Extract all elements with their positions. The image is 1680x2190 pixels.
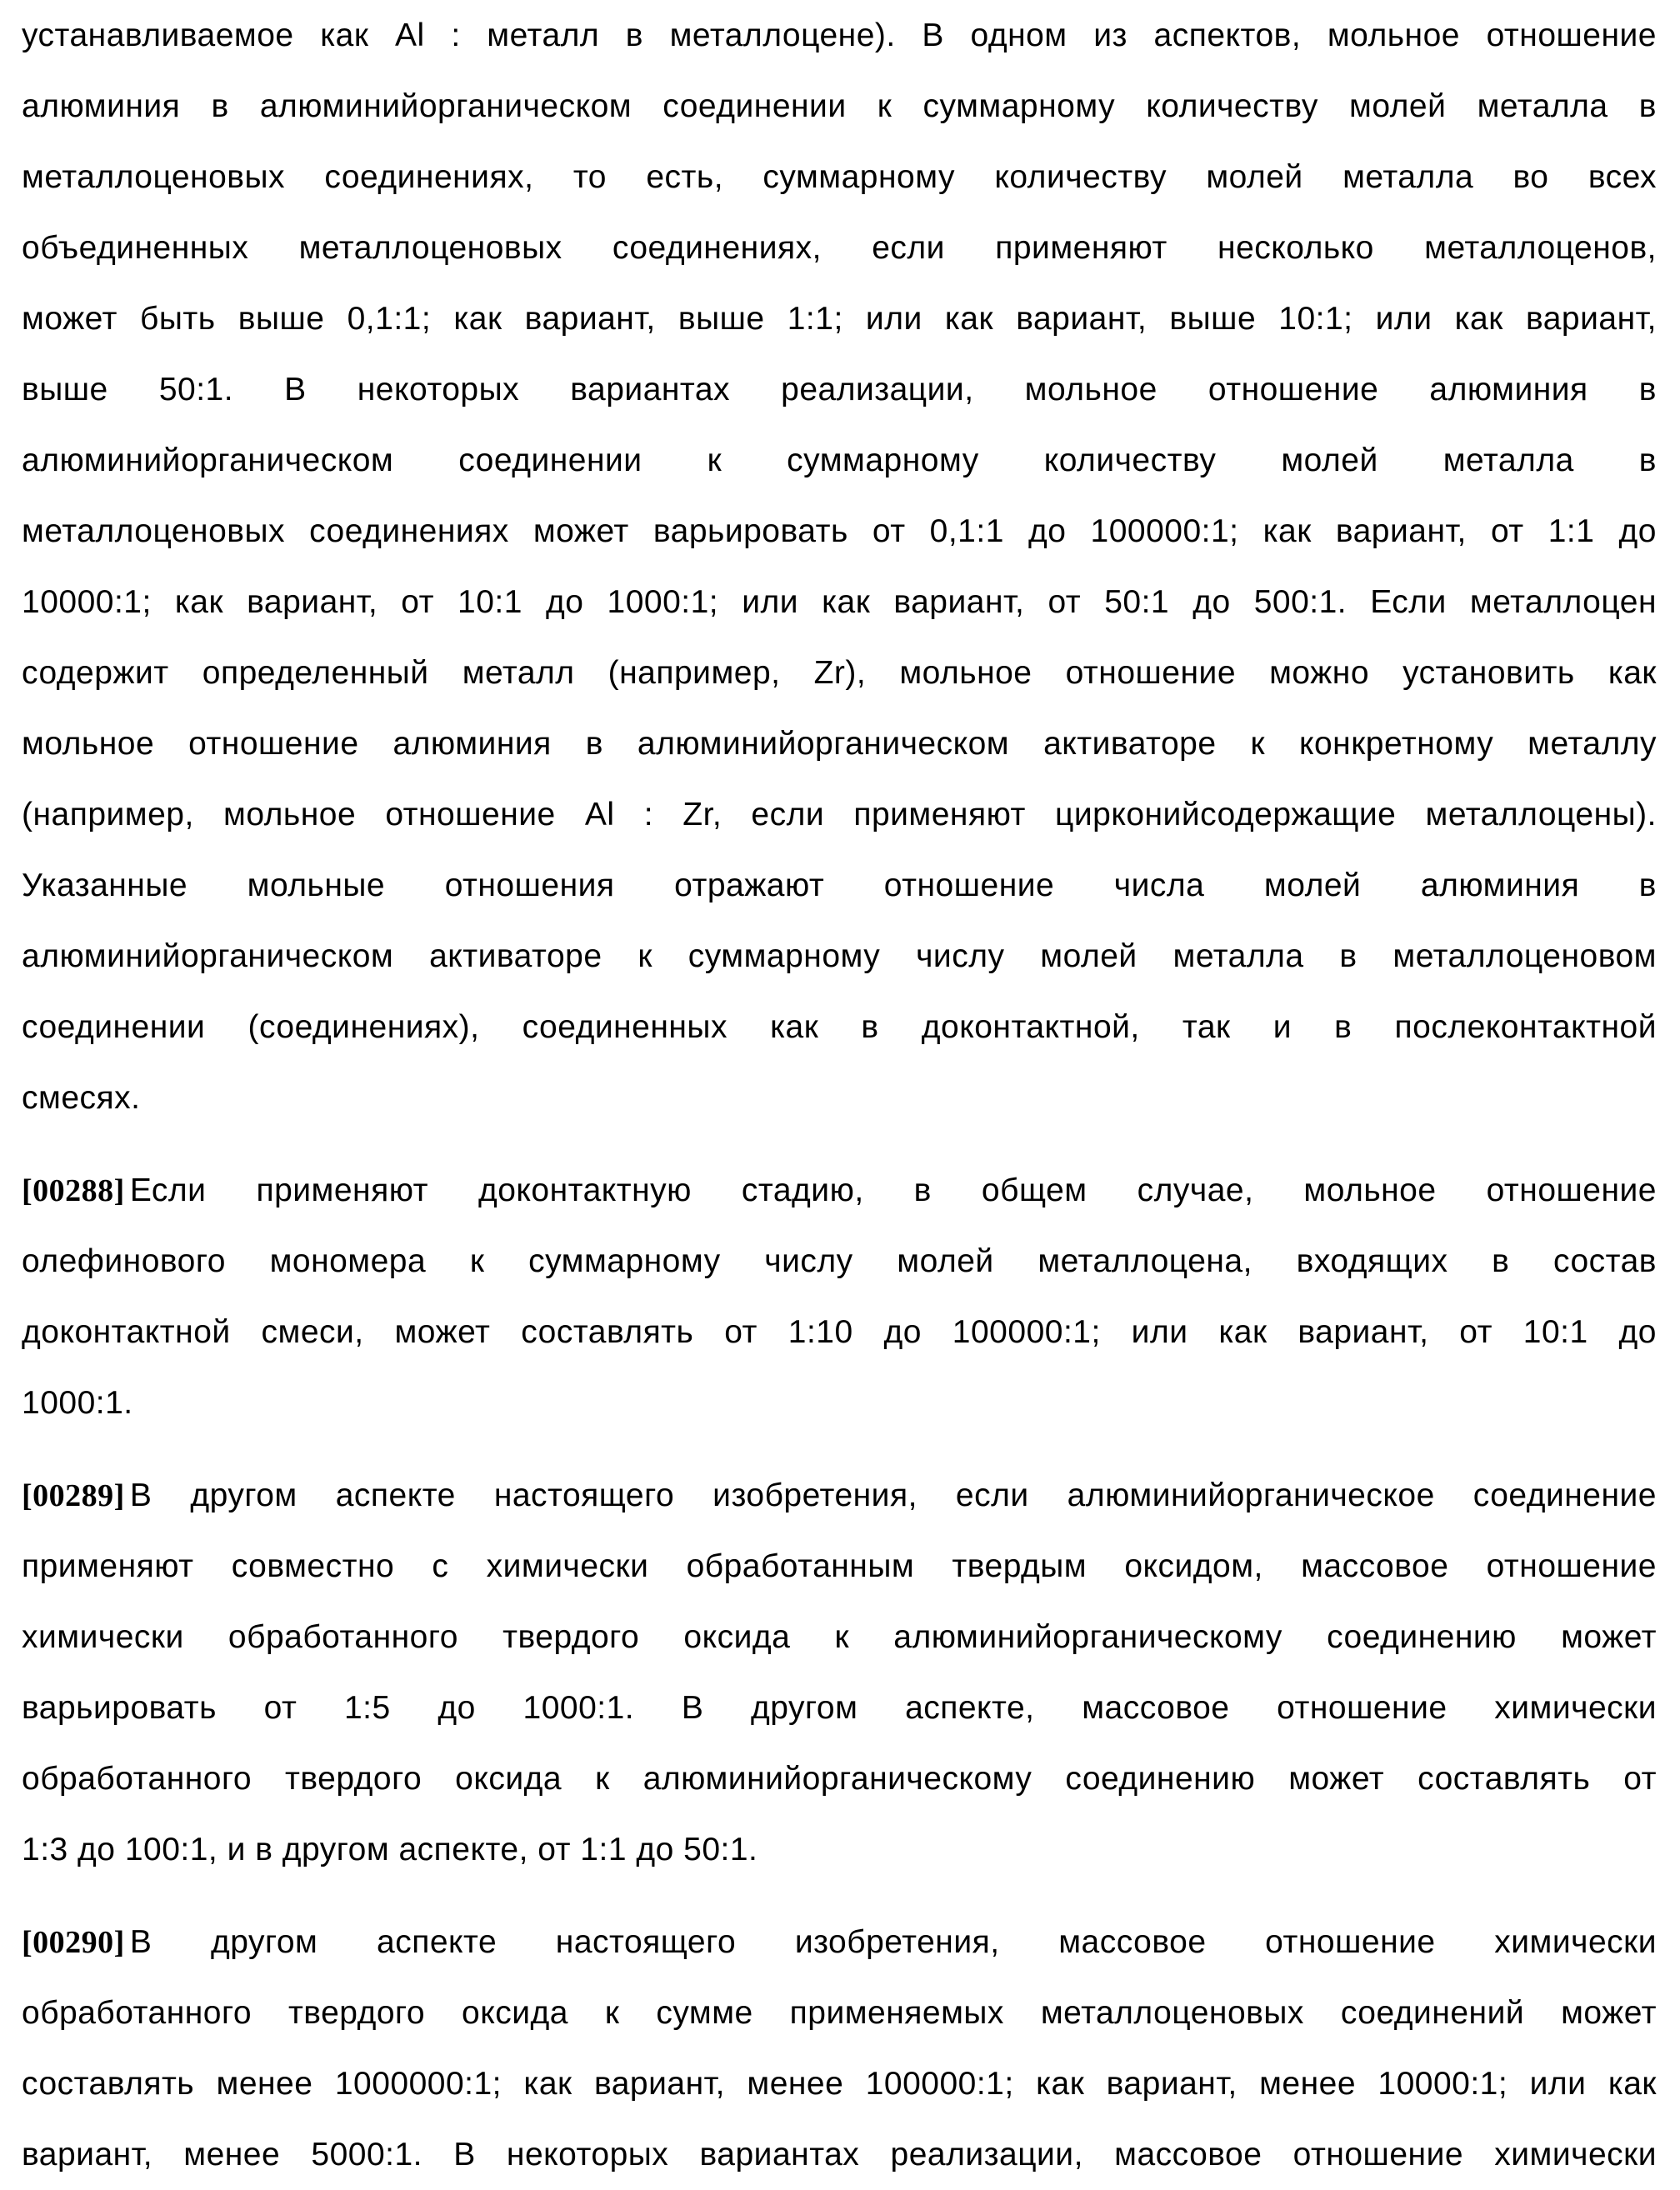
text-line: 1000:1. <box>22 1385 133 1421</box>
text-line: 1:3 до 100:1, и в другом аспекте, от 1:1 до 50:1. <box>22 1832 758 1868</box>
text-line <box>22 1907 1657 1978</box>
text-line: алюминийорганическом активаторе к суммарному числу молей металла в металлоценовом <box>22 938 1657 974</box>
text-line: мольное отношение алюминия в алюминийорганическом активаторе к конкретному металлу <box>22 726 1657 762</box>
paragraph-00289 <box>22 1460 1657 1885</box>
paragraph-00288 <box>22 1155 1657 1438</box>
text-line <box>22 1460 1657 1531</box>
text-line: объединенных металлоценовых соединениях, если применяют несколько металлоценов, <box>22 230 1657 266</box>
text-line: может быть выше 0,1:1; как вариант, выше 1:1; или как вариант, выше 10:1; или как вариант, <box>22 301 1657 337</box>
text-line: составлять менее 1000000:1; как вариант, менее 100000:1; как вариант, менее 10000:1; или как <box>22 2066 1657 2102</box>
paragraph-continued <box>22 0 1657 1133</box>
text-line: применяют совместно с химически обработанным твердым оксидом, массовое отношение <box>22 1548 1657 1584</box>
text-line: содержит определенный металл (например, Zr), мольное отношение можно установить как <box>22 655 1657 691</box>
text-line: алюминийорганическом соединении к суммарному количеству молей металла в <box>22 442 1657 478</box>
text-line: металлоценовых соединениях, то есть, суммарному количеству молей металла во всех <box>22 159 1657 195</box>
document-page <box>22 0 1657 2190</box>
text-line: выше 50:1. В некоторых вариантах реализации, мольное отношение алюминия в <box>22 372 1657 408</box>
text-line: алюминия в алюминийорганическом соединении к суммарному количеству молей металла в <box>22 88 1657 124</box>
text-line: вариант, менее 5000:1. В некоторых вариантах реализации, массовое отношение химически <box>22 2137 1657 2172</box>
text-line: варьировать от 1:5 до 1000:1. В другом аспекте, массовое отношение химически <box>22 1690 1657 1726</box>
text-line: смесях. <box>22 1080 141 1116</box>
paragraph-00290 <box>22 1907 1657 2190</box>
text-line: металлоценовых соединениях может варьировать от 0,1:1 до 100000:1; как вариант, от 1:1 до <box>22 513 1657 549</box>
text-line-content: Если применяют доконтактную стадию, в общем случае, мольное отношение <box>129 1172 1657 1208</box>
text-line: (например, мольное отношение Al : Zr, если применяют цирконийсодержащие металлоцены). <box>22 797 1657 832</box>
text-line: олефинового мономера к суммарному числу молей металлоцена, входящих в состав <box>22 1243 1657 1279</box>
text-line: обработанного твердого оксида к сумме применяемых металлоценовых соединений может <box>22 1995 1657 2031</box>
text-line <box>22 1155 1657 1226</box>
text-line: соединении (соединениях), соединенных как в доконтактной, так и в послеконтактной <box>22 1009 1657 1045</box>
text-line: обработанного твердого оксида к алюминийорганическому соединению может составлять от <box>22 1761 1657 1797</box>
text-line: химически обработанного твердого оксида к алюминийорганическому соединению может <box>22 1619 1657 1655</box>
paragraph-number: [00289] <box>22 1478 125 1513</box>
text-line-content: В другом аспекте настоящего изобретения, массовое отношение химически <box>129 1924 1657 1960</box>
text-line: 10000:1; как вариант, от 10:1 до 1000:1; или как вариант, от 50:1 до 500:1. Если металлоцен <box>22 584 1657 620</box>
text-line-content: В другом аспекте настоящего изобретения, если алюминийорганическое соединение <box>129 1478 1657 1513</box>
text-line: доконтактной смеси, может составлять от 1:10 до 100000:1; или как вариант, от 10:1 до <box>22 1314 1657 1350</box>
text-line: устанавливаемое как Al : металл в металлоцене). В одном из аспектов, мольное отношение <box>22 18 1657 53</box>
paragraph-number: [00290] <box>22 1925 125 1960</box>
paragraph-number: [00288] <box>22 1173 125 1208</box>
text-line: Указанные мольные отношения отражают отношение числа молей алюминия в <box>22 868 1657 903</box>
